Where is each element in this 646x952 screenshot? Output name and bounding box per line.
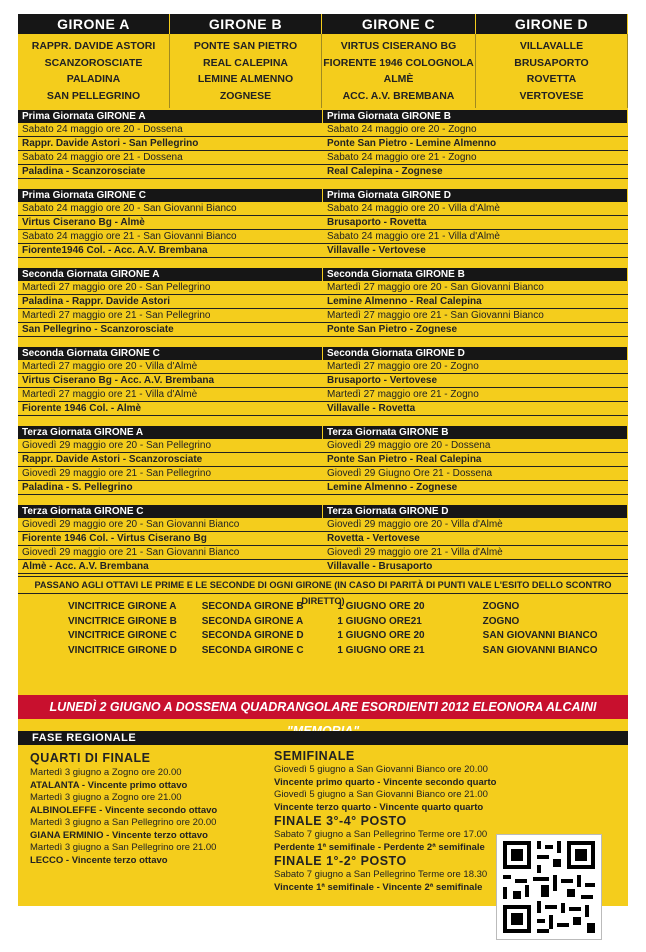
team-name: FIORENTE 1946 COLOGNOLA (323, 56, 474, 69)
match-block (18, 110, 323, 179)
fixture-date: Sabato 7 giugno a San Pellegrino Terme ore 17.00 (274, 829, 488, 840)
quarti-title: QUARTI DI FINALE (30, 751, 151, 765)
match-block (18, 268, 323, 337)
match-block-title: Prima Giornata GIRONE D (323, 189, 628, 202)
team-name: RAPPR. DAVIDE ASTORI (31, 40, 156, 52)
match-block (18, 426, 323, 495)
ottavi-cell: 1 GIUGNO ORE21 (337, 615, 422, 627)
team-name: VERTOVESE (519, 89, 584, 102)
finale12-title: FINALE 1°-2° POSTO (274, 854, 407, 868)
match-block (323, 347, 628, 416)
team-name: REAL CALEPINA (203, 56, 288, 69)
fixture-date: Giovedì 5 giugno a San Giovanni Bianco ore 20.00 (274, 764, 488, 775)
ottavi-row (18, 629, 628, 644)
fase-regionale-header: FASE REGIONALE (18, 731, 628, 745)
finale34-title: FINALE 3°-4° POSTO (274, 814, 407, 828)
match-teams: Ponte San Pietro - Real Calepina (323, 453, 628, 467)
match-block-title: Seconda Giornata GIRONE A (18, 268, 323, 281)
fixture-teams: ALBINOLEFFE - Vincente secondo ottavo (30, 804, 218, 816)
ottavi-cell: SECONDA GIRONE D (201, 630, 304, 641)
ottavi-row (18, 615, 628, 630)
match-block-title: Terza Giornata GIRONE B (323, 426, 628, 439)
pass-note: PASSANO AGLI OTTAVI LE PRIME E LE SECONDE DI OGNI GIRONE (IN CASO DI PARITÀ DI PUNTI VALE L'ESITO DELLO SCONTRO DIRETTO) (18, 576, 628, 594)
groups-table (18, 14, 628, 108)
semifinale-title: SEMIFINALE (274, 749, 355, 763)
team-name: ACC. A.V. BREMBANA (342, 89, 455, 102)
match-teams: Paladina - Scanzorosciate (18, 165, 323, 179)
match-date: Sabato 24 maggio ore 20 - Zogno (323, 123, 628, 137)
fixture-teams: GIANA ERMINIO - Vincente terzo ottavo (30, 829, 208, 841)
match-block (18, 505, 323, 574)
fixture-date: Martedì 3 giugno a San Pellegrino ore 20.00 (30, 817, 217, 828)
match-block (323, 189, 628, 258)
match-block-title: Seconda Giornata GIRONE C (18, 347, 323, 360)
tournament-sheet (18, 14, 628, 906)
match-block-title: Terza Giornata GIRONE D (323, 505, 628, 518)
team-name: PALADINA (66, 73, 121, 85)
match-block (323, 505, 628, 574)
match-block-title: Terza Giornata GIRONE C (18, 505, 323, 518)
match-teams: Paladina - Rappr. Davide Astori (18, 295, 323, 309)
match-block (323, 268, 628, 337)
match-date: Giovedì 29 maggio ore 21 - San Pellegrino (18, 467, 323, 481)
match-date: Martedì 27 maggio ore 21 - Villa d'Almè (18, 388, 323, 402)
match-date: Sabato 24 maggio ore 21 - Dossena (18, 151, 323, 165)
ottavi-cell: VINCITRICE GIRONE B (68, 615, 177, 627)
match-date: Giovedì 29 maggio ore 20 - San Pellegrino (18, 439, 323, 453)
ottavi-cell: SECONDA GIRONE B (201, 601, 304, 612)
team-name: VILLAVALLE (519, 40, 584, 52)
group-header: GIRONE D (476, 14, 628, 34)
match-teams: Almè - Acc. A.V. Brembana (18, 560, 323, 574)
event-banner: LUNEDÌ 2 GIUGNO A DOSSENA QUADRANGOLARE ESORDIENTI 2012 ELEONORA ALCAINI (18, 695, 628, 719)
team-name: PONTE SAN PIETRO (193, 40, 298, 52)
group-team-list (18, 34, 170, 108)
ottavi-cell: ZOGNO (482, 615, 520, 627)
match-teams: San Pellegrino - Scanzorosciate (18, 323, 323, 337)
match-block-title: Prima Giornata GIRONE A (18, 110, 323, 123)
match-date: Giovedì 29 maggio ore 21 - San Giovanni Bianco (18, 546, 323, 560)
quarti-section (30, 750, 275, 867)
match-date: Sabato 24 maggio ore 21 - Villa d'Almè (323, 230, 628, 244)
ottavi-cell: VINCITRICE GIRONE C (68, 630, 177, 641)
match-date: Martedì 27 maggio ore 20 - Zogno (323, 360, 628, 374)
fixture-teams: LECCO - Vincente terzo ottavo (30, 854, 168, 866)
match-schedule (18, 110, 628, 584)
match-block (18, 347, 323, 416)
match-date: Martedì 27 maggio ore 21 - Zogno (323, 388, 628, 402)
match-teams: Fiorente1946 Col. - Acc. A.V. Brembana (18, 244, 323, 258)
match-date: Martedì 27 maggio ore 20 - Villa d'Almè (18, 360, 323, 374)
group-header: GIRONE B (170, 14, 322, 34)
match-teams: Virtus Ciserano Bg - Almè (18, 216, 323, 230)
match-block (323, 110, 628, 179)
match-date: Giovedì 29 Giugno Ore 21 - Dossena (323, 467, 628, 481)
team-name: BRUSAPORTO (514, 56, 589, 69)
match-date: Martedì 27 maggio ore 21 - San Giovanni Bianco (323, 309, 628, 323)
fixture-date: Martedì 3 giugno a Zogno ore 20.00 (30, 767, 182, 778)
match-block-title: Seconda Giornata GIRONE B (323, 268, 628, 281)
group-team-list (170, 34, 322, 108)
team-name: SAN PELLEGRINO (46, 89, 141, 102)
match-teams: Rappr. Davide Astori - Scanzorosciate (18, 453, 323, 467)
match-date: Giovedì 29 maggio ore 21 - Villa d'Almè (323, 546, 628, 560)
match-date: Giovedì 29 maggio ore 20 - San Giovanni Bianco (18, 518, 323, 532)
match-teams: Lemine Almenno - Zognese (323, 481, 628, 495)
ottavi-cell: VINCITRICE GIRONE D (68, 644, 177, 656)
match-date: Martedì 27 maggio ore 20 - San Giovanni Bianco (323, 281, 628, 295)
match-date: Sabato 24 maggio ore 20 - San Giovanni Bianco (18, 202, 323, 216)
match-teams: Brusaporto - Rovetta (323, 216, 628, 230)
group-team-list (476, 34, 628, 108)
match-block (18, 189, 323, 258)
fixture-date: Giovedì 5 giugno a San Giovanni Bianco ore 21.00 (274, 789, 488, 800)
match-block (323, 426, 628, 495)
ottavi-cell: VINCITRICE GIRONE A (68, 601, 177, 612)
team-name: ZOGNESE (219, 89, 272, 102)
group-header: GIRONE C (322, 14, 476, 34)
match-block-title: Prima Giornata GIRONE C (18, 189, 323, 202)
fixture-date: Martedì 3 giugno a Zogno ore 21.00 (30, 792, 182, 803)
match-date: Giovedì 29 maggio ore 20 - Villa d'Almè (323, 518, 628, 532)
match-teams: Virtus Ciserano Bg - Acc. A.V. Brembana (18, 374, 323, 388)
match-teams: Rovetta - Vertovese (323, 532, 628, 546)
match-block-title: Terza Giornata GIRONE A (18, 426, 323, 439)
ottavi-cell: 1 GIUGNO ORE 21 (337, 644, 425, 656)
team-name: LEMINE ALMENNO (197, 73, 294, 85)
fixture-date: Martedì 3 giugno a San Pellegrino ore 21.00 (30, 842, 217, 853)
match-teams: Lemine Almenno - Real Calepina (323, 295, 628, 309)
ottavi-row (18, 644, 628, 659)
match-teams: Ponte San Pietro - Lemine Almenno (323, 137, 628, 151)
finals-section (274, 749, 514, 894)
ottavi-cell: 1 GIUGNO ORE 20 (337, 630, 425, 641)
match-date: Sabato 24 maggio ore 20 - Villa d'Almè (323, 202, 628, 216)
match-date: Martedì 27 maggio ore 21 - San Pellegrino (18, 309, 323, 323)
qr-code (496, 834, 602, 940)
ottavi-cell: SECONDA GIRONE A (201, 615, 304, 627)
match-date: Sabato 24 maggio ore 21 - San Giovanni Bianco (18, 230, 323, 244)
fixture-date: Sabato 7 giugno a San Pellegrino Terme ore 18.30 (274, 869, 488, 880)
match-date: Giovedì 29 maggio ore 20 - Dossena (323, 439, 628, 453)
match-date: Martedì 27 maggio ore 20 - San Pellegrino (18, 281, 323, 295)
team-name: ALMÈ (383, 73, 414, 85)
match-teams: Fiorente 1946 Col. - Virtus Ciserano Bg (18, 532, 323, 546)
team-name: VIRTUS CISERANO BG (340, 40, 457, 52)
match-block-title: Seconda Giornata GIRONE D (323, 347, 628, 360)
match-teams: Brusaporto - Vertovese (323, 374, 628, 388)
match-teams: Ponte San Pietro - Zognese (323, 323, 628, 337)
fixture-teams: Perdente 1ª semifinale - Perdente 2ª semifinale (274, 841, 485, 853)
match-teams: Villavalle - Vertovese (323, 244, 628, 258)
group-header: GIRONE A (18, 14, 170, 34)
match-date: Sabato 24 maggio ore 21 - Zogno (323, 151, 628, 165)
ottavi-cell: ZOGNO (482, 601, 520, 612)
group-team-list (322, 34, 476, 108)
ottavi-cell: SECONDA GIRONE C (201, 644, 304, 656)
fixture-teams: Vincente terzo quarto - Vincente quarto quarto (274, 801, 484, 813)
team-name: SCANZOROSCIATE (44, 56, 143, 69)
match-teams: Rappr. Davide Astori - San Pellegrino (18, 137, 323, 151)
team-name: ROVETTA (526, 73, 577, 85)
ottavi-table (18, 594, 628, 658)
match-teams: Villavalle - Rovetta (323, 402, 628, 416)
match-teams: Villavalle - Brusaporto (323, 560, 628, 574)
match-date: Sabato 24 maggio ore 20 - Dossena (18, 123, 323, 137)
fixture-teams: Vincente primo quarto - Vincente secondo quarto (274, 776, 497, 788)
ottavi-cell: SAN GIOVANNI BIANCO (482, 644, 598, 656)
ottavi-cell: SAN GIOVANNI BIANCO (482, 630, 598, 641)
fixture-teams: Vincente 1ª semifinale - Vincente 2ª semifinale (274, 881, 483, 893)
ottavi-row (18, 600, 628, 615)
fixture-teams: ATALANTA - Vincente primo ottavo (30, 779, 188, 791)
ottavi-cell: 1 GIUGNO ORE 20 (337, 601, 425, 612)
match-teams: Paladina - S. Pellegrino (18, 481, 323, 495)
match-teams: Fiorente 1946 Col. - Almè (18, 402, 323, 416)
match-teams: Real Calepina - Zognese (323, 165, 628, 179)
match-block-title: Prima Giornata GIRONE B (323, 110, 628, 123)
